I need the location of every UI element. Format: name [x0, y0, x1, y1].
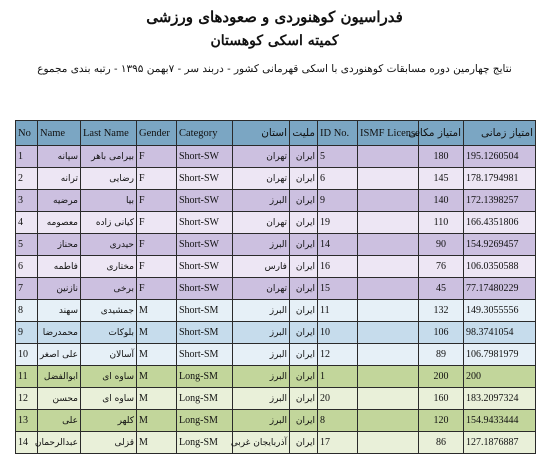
cell-no: 4: [16, 212, 38, 234]
cell-province: تهران: [233, 278, 290, 300]
cell-last-name: رضایی: [81, 168, 137, 190]
cell-time-score: 166.4351806: [464, 212, 536, 234]
cell-category: Short-SM: [177, 322, 233, 344]
cell-province: آذربایجان غربی: [233, 432, 290, 454]
cell-name: عبدالرحمان: [38, 432, 81, 454]
cell-gender: M: [137, 388, 177, 410]
cell-no: 7: [16, 278, 38, 300]
cell-gender: M: [137, 432, 177, 454]
cell-category: Short-SW: [177, 190, 233, 212]
cell-id: 16: [318, 256, 358, 278]
cell-ismf-license: [358, 212, 419, 234]
cell-province: البرز: [233, 366, 290, 388]
cell-gender: F: [137, 256, 177, 278]
cell-gender: M: [137, 322, 177, 344]
cell-last-name: ساوه ای: [81, 388, 137, 410]
cell-ismf-license: [358, 344, 419, 366]
cell-category: Long-SM: [177, 388, 233, 410]
cell-province: البرز: [233, 344, 290, 366]
cell-province: البرز: [233, 300, 290, 322]
cell-nationality: ایران: [290, 146, 318, 168]
cell-place-score: 106: [419, 322, 464, 344]
cell-last-name: کیانی زاده: [81, 212, 137, 234]
cell-last-name: جمشیدی: [81, 300, 137, 322]
cell-category: Long-SM: [177, 432, 233, 454]
cell-time-score: 77.17480229: [464, 278, 536, 300]
cell-ismf-license: [358, 388, 419, 410]
cell-time-score: 154.9433444: [464, 410, 536, 432]
cell-province: البرز: [233, 410, 290, 432]
cell-nationality: ایران: [290, 300, 318, 322]
cell-gender: M: [137, 344, 177, 366]
cell-no: 12: [16, 388, 38, 410]
col-header-last-name: Last Name: [81, 121, 137, 146]
cell-id: 19: [318, 212, 358, 234]
cell-province: تهران: [233, 212, 290, 234]
document-header: [0, 0, 549, 118]
cell-province: البرز: [233, 388, 290, 410]
cell-place-score: 180: [419, 146, 464, 168]
cell-ismf-license: [358, 410, 419, 432]
cell-category: Short-SW: [177, 256, 233, 278]
cell-nationality: ایران: [290, 432, 318, 454]
table-row: [16, 410, 536, 432]
table-header-row: [16, 121, 536, 146]
cell-nationality: ایران: [290, 410, 318, 432]
cell-category: Short-SM: [177, 344, 233, 366]
cell-no: 2: [16, 168, 38, 190]
cell-gender: M: [137, 366, 177, 388]
cell-time-score: 172.1398257: [464, 190, 536, 212]
cell-category: Short-SW: [177, 212, 233, 234]
cell-nationality: ایران: [290, 212, 318, 234]
cell-ismf-license: [358, 146, 419, 168]
cell-no: 6: [16, 256, 38, 278]
cell-province: البرز: [233, 234, 290, 256]
cell-ismf-license: [358, 234, 419, 256]
cell-id: 6: [318, 168, 358, 190]
cell-time-score: 127.1876887: [464, 432, 536, 454]
cell-ismf-license: [358, 300, 419, 322]
cell-time-score: 149.3055556: [464, 300, 536, 322]
cell-nationality: ایران: [290, 168, 318, 190]
cell-place-score: 45: [419, 278, 464, 300]
cell-id: 17: [318, 432, 358, 454]
cell-last-name: ساوه ای: [81, 366, 137, 388]
cell-place-score: 90: [419, 234, 464, 256]
cell-place-score: 89: [419, 344, 464, 366]
col-header-id: ID No.: [318, 121, 358, 146]
cell-ismf-license: [358, 432, 419, 454]
col-header-time-score: امتیاز زمانی: [464, 121, 536, 146]
cell-province: البرز: [233, 322, 290, 344]
cell-time-score: 154.9269457: [464, 234, 536, 256]
cell-name: معصومه: [38, 212, 81, 234]
cell-category: Short-SW: [177, 168, 233, 190]
cell-time-score: 98.3741054: [464, 322, 536, 344]
col-header-gender: Gender: [137, 121, 177, 146]
results-subtitle: نتایج چهارمین دوره مسابقات کوهنوردی با اسکی قهرمانی کشور - دربند سر - ۷بهمن ۱۳۹۵ - رتبه بندی مجموع: [37, 63, 512, 75]
cell-time-score: 106.7981979: [464, 344, 536, 366]
col-header-no: No: [16, 121, 38, 146]
cell-province: فارس: [233, 256, 290, 278]
cell-id: 5: [318, 146, 358, 168]
cell-id: 10: [318, 322, 358, 344]
table-row: [16, 168, 536, 190]
col-header-name: Name: [38, 121, 81, 146]
cell-last-name: حیدری: [81, 234, 137, 256]
cell-time-score: 183.2097324: [464, 388, 536, 410]
cell-ismf-license: [358, 278, 419, 300]
table-row: [16, 432, 536, 454]
cell-no: 11: [16, 366, 38, 388]
cell-place-score: 76: [419, 256, 464, 278]
cell-id: 1: [318, 366, 358, 388]
cell-gender: F: [137, 168, 177, 190]
cell-id: 14: [318, 234, 358, 256]
cell-category: Short-SW: [177, 278, 233, 300]
cell-place-score: 86: [419, 432, 464, 454]
cell-nationality: ایران: [290, 366, 318, 388]
cell-place-score: 132: [419, 300, 464, 322]
cell-nationality: ایران: [290, 234, 318, 256]
cell-name: نازنین: [38, 278, 81, 300]
cell-category: Short-SM: [177, 300, 233, 322]
col-header-ismf-license: ISMF License: [358, 121, 419, 146]
cell-ismf-license: [358, 322, 419, 344]
cell-gender: F: [137, 190, 177, 212]
cell-ismf-license: [358, 256, 419, 278]
cell-ismf-license: [358, 190, 419, 212]
table-row: [16, 146, 536, 168]
cell-name: محمدرضا: [38, 322, 81, 344]
col-header-place-score: امتیاز مکانی: [419, 121, 464, 146]
cell-name: علی: [38, 410, 81, 432]
cell-time-score: 178.1794981: [464, 168, 536, 190]
cell-no: 10: [16, 344, 38, 366]
cell-nationality: ایران: [290, 278, 318, 300]
cell-place-score: 120: [419, 410, 464, 432]
cell-name: ترانه: [38, 168, 81, 190]
cell-province: البرز: [233, 190, 290, 212]
cell-category: Short-SW: [177, 234, 233, 256]
cell-no: 8: [16, 300, 38, 322]
cell-time-score: 106.0350588: [464, 256, 536, 278]
table-row: [16, 256, 536, 278]
cell-name: ابوالفضل: [38, 366, 81, 388]
committee-title: کمیته اسکی کوهستان: [210, 33, 339, 49]
cell-nationality: ایران: [290, 344, 318, 366]
cell-no: 1: [16, 146, 38, 168]
cell-no: 5: [16, 234, 38, 256]
table-row: [16, 278, 536, 300]
cell-category: Long-SM: [177, 366, 233, 388]
table-row: [16, 322, 536, 344]
table-row: [16, 190, 536, 212]
cell-gender: F: [137, 278, 177, 300]
table-row: [16, 344, 536, 366]
cell-nationality: ایران: [290, 322, 318, 344]
cell-name: مرضیه: [38, 190, 81, 212]
cell-no: 13: [16, 410, 38, 432]
cell-last-name: بلوکات: [81, 322, 137, 344]
cell-id: 12: [318, 344, 358, 366]
table-row: [16, 388, 536, 410]
table-row: [16, 212, 536, 234]
cell-gender: M: [137, 300, 177, 322]
cell-nationality: ایران: [290, 256, 318, 278]
cell-no: 3: [16, 190, 38, 212]
cell-gender: F: [137, 234, 177, 256]
cell-last-name: قزلی: [81, 432, 137, 454]
cell-nationality: ایران: [290, 388, 318, 410]
cell-id: 8: [318, 410, 358, 432]
cell-province: تهران: [233, 168, 290, 190]
cell-no: 14: [16, 432, 38, 454]
cell-place-score: 145: [419, 168, 464, 190]
cell-nationality: ایران: [290, 190, 318, 212]
cell-name: علی اصغر: [38, 344, 81, 366]
col-header-nationality: ملیت: [290, 121, 318, 146]
table-row: [16, 234, 536, 256]
cell-place-score: 110: [419, 212, 464, 234]
cell-name: محناز: [38, 234, 81, 256]
cell-time-score: 195.1260504: [464, 146, 536, 168]
cell-gender: F: [137, 212, 177, 234]
cell-category: Short-SW: [177, 146, 233, 168]
cell-place-score: 140: [419, 190, 464, 212]
col-header-province: استان: [233, 121, 290, 146]
cell-id: 20: [318, 388, 358, 410]
cell-last-name: بیا: [81, 190, 137, 212]
cell-name: فاطمه: [38, 256, 81, 278]
table-row: [16, 300, 536, 322]
cell-ismf-license: [358, 168, 419, 190]
cell-gender: M: [137, 410, 177, 432]
cell-last-name: مختاری: [81, 256, 137, 278]
cell-last-name: بیرامی باهر: [81, 146, 137, 168]
cell-id: 15: [318, 278, 358, 300]
cell-last-name: برخی: [81, 278, 137, 300]
cell-last-name: آسالان: [81, 344, 137, 366]
cell-province: تهران: [233, 146, 290, 168]
federation-title: فدراسیون کوهنوردی و صعودهای ورزشی: [146, 8, 403, 26]
cell-name: سپانه: [38, 146, 81, 168]
cell-time-score: 200: [464, 366, 536, 388]
table-row: [16, 366, 536, 388]
cell-id: 11: [318, 300, 358, 322]
col-header-category: Category: [177, 121, 233, 146]
cell-place-score: 160: [419, 388, 464, 410]
results-table: [15, 120, 536, 454]
cell-last-name: کلهر: [81, 410, 137, 432]
cell-place-score: 200: [419, 366, 464, 388]
cell-gender: F: [137, 146, 177, 168]
cell-category: Long-SM: [177, 410, 233, 432]
cell-name: سهند: [38, 300, 81, 322]
cell-name: محسن: [38, 388, 81, 410]
cell-id: 9: [318, 190, 358, 212]
cell-no: 9: [16, 322, 38, 344]
cell-ismf-license: [358, 366, 419, 388]
